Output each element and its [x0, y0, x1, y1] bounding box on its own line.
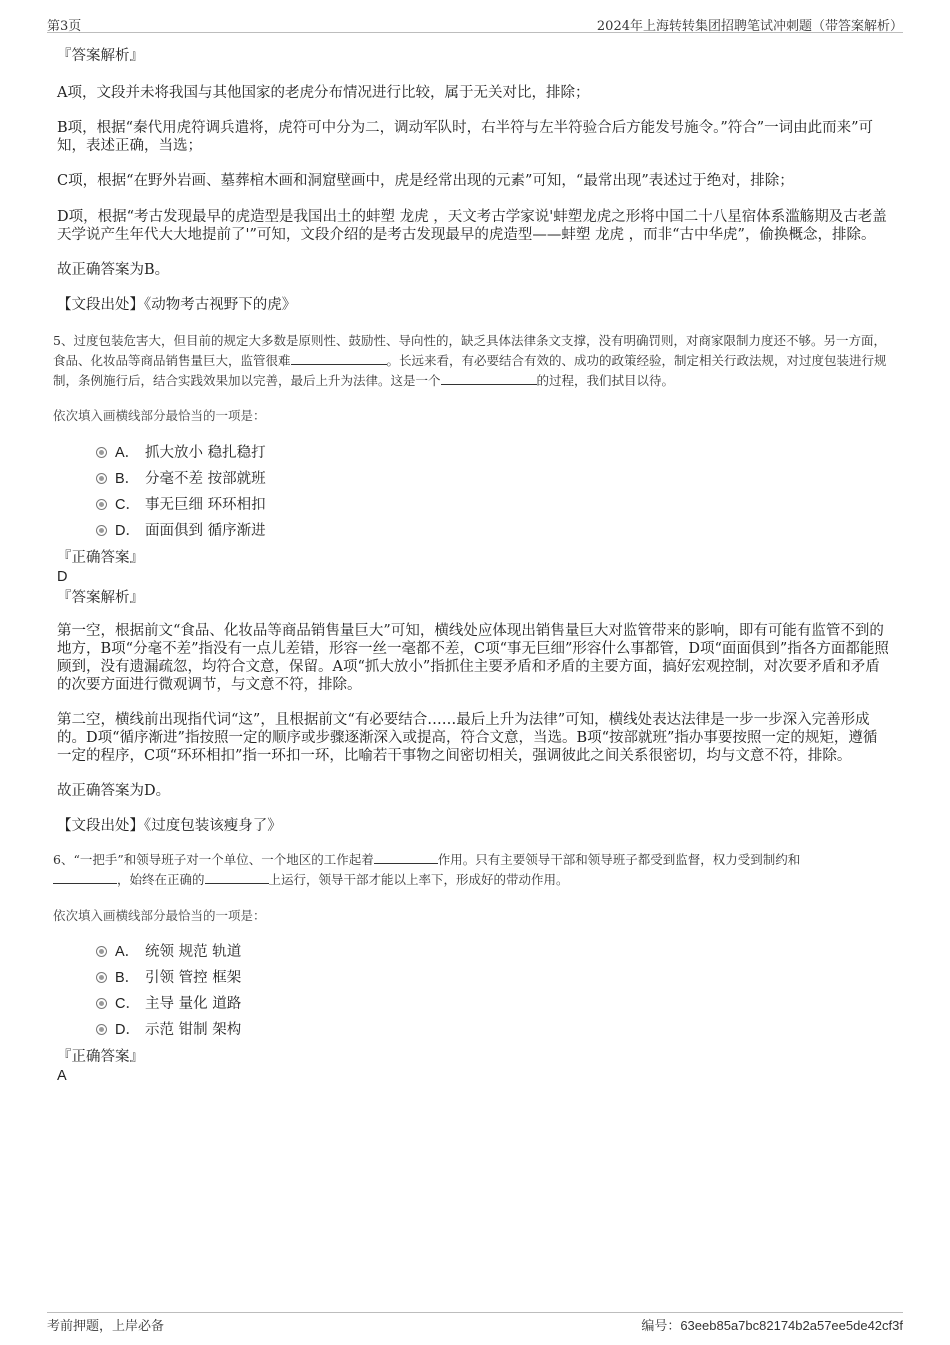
option-letter: B．: [115, 471, 140, 487]
page-footer: [47, 1312, 903, 1334]
page-content: [53, 44, 891, 1085]
document-title: 2024年上海转转集团招聘笔试冲刺题（带答案解析）: [596, 19, 903, 34]
fill-blank: [205, 871, 269, 884]
source-citation: 【文段出处】《过度包装该瘦身了》: [57, 818, 282, 834]
stem-part: 上运行，领导干部才能以上率下，形成好的带动作用。: [268, 872, 569, 887]
stem-part: 6、“一把手”和领导班子对一个单位、一个地区的工作起着: [53, 852, 374, 867]
option-b[interactable]: [96, 466, 891, 492]
analysis-paragraph: A项，文段并未将我国与其他国家的老虎分布情况进行比较，属于无关对比，排除；: [57, 85, 590, 101]
option-letter: D．: [115, 1022, 140, 1038]
stem-part: 的过程，我们拭目以待。: [536, 373, 675, 388]
radio-icon[interactable]: [96, 998, 107, 1009]
stem-part: 5、过度包装危害大，但目前的规定大多数是原则性、鼓励性、导向性的，缺乏具体法律条文支撑，没有明确罚则，对商家限制力度还不够。另一方面，食品、化妆品等商品销售量巨大，监管很难: [53, 333, 886, 368]
option-a[interactable]: [96, 440, 891, 466]
question-5-stem: [53, 331, 891, 391]
radio-icon[interactable]: [96, 946, 107, 957]
page-number: 第3页: [47, 19, 82, 34]
option-text: 抓大放小 稳扎稳打: [145, 445, 266, 461]
options-list: [57, 939, 891, 1043]
question-prompt: 依次填入画横线部分最恰当的一项是：: [53, 908, 266, 923]
radio-icon[interactable]: [96, 1024, 107, 1035]
fill-blank: [374, 851, 438, 864]
correct-answer-label: 『正确答案』: [57, 1049, 144, 1065]
option-a[interactable]: [96, 939, 891, 965]
option-text: 面面俱到 循序渐进: [145, 523, 266, 539]
option-text: 分毫不差 按部就班: [145, 471, 266, 487]
fill-blank: [291, 352, 387, 365]
option-d[interactable]: [96, 1017, 891, 1043]
option-letter: C．: [115, 497, 140, 513]
option-text: 示范 钳制 架构: [145, 1022, 242, 1038]
option-c[interactable]: [96, 991, 891, 1017]
analysis-paragraph: 第一空，根据前文“食品、化妆品等商品销售量巨大”可知，横线处应体现出销售量巨大对监管带来的影响，即有可能有监管不到的地方，B项“分毫不差”指没有一点儿差错，形容一丝一毫都不差，C项“事无巨细”形容什么事都管，D项“面面俱到”指各方面都能照顾到，没有遗漏疏忽，均符合文意，保留。A项“抓大放小”指抓住主要矛盾和矛盾的主要方面，搞好宏观控制，对次要矛盾和矛盾的次要方面进行微观调节，与文意不符，排除。: [57, 623, 889, 693]
radio-icon[interactable]: [96, 447, 107, 458]
correct-answer: D: [57, 569, 68, 585]
analysis-paragraph: B项，根据“秦代用虎符调兵遣将，虎符可中分为二，调动军队时，右半符与左半符验合后方能发号施令。”符合”一词由此而来”可知，表述正确，当选；: [57, 120, 874, 154]
correct-answer: A: [57, 1068, 67, 1084]
analysis-label: 『答案解析』: [57, 48, 144, 64]
stem-part: ，始终在正确的: [117, 872, 205, 887]
option-text: 引领 管控 框架: [145, 970, 242, 986]
options-list: [57, 440, 891, 544]
source-citation: 【文段出处】《动物考古视野下的虎》: [57, 297, 297, 313]
analysis-paragraph: D项，根据“考古发现最早的虎造型是我国出土的蚌塑 龙虎 ，天文考古学家说'蚌塑龙虎之形将中国二十八星宿体系滥觞期及古老盖天学说产生年代大大地提前了'”可知，文段介绍的是考古发现最早的虎造型——蚌塑 龙虎 ，而非“古中华虎”，偷换概念，排除。: [57, 209, 887, 243]
radio-icon[interactable]: [96, 525, 107, 536]
conclusion: 故正确答案为B。: [57, 262, 170, 278]
radio-icon[interactable]: [96, 499, 107, 510]
question-prompt: 依次填入画横线部分最恰当的一项是：: [53, 408, 266, 423]
option-text: 事无巨细 环环相扣: [145, 497, 266, 513]
stem-part: 作用。只有主要领导干部和领导班子都受到监督，权力受到制约和: [437, 852, 801, 867]
correct-answer-label: 『正确答案』: [57, 550, 144, 566]
conclusion: 故正确答案为D。: [57, 783, 171, 799]
question-6-stem: [53, 850, 891, 890]
footer-slogan: 考前押题，上岸必备: [47, 1319, 165, 1334]
analysis-paragraph: 第二空，横线前出现指代词“这”，且根据前文“有必要结合……最后上升为法律”可知，横线处表达法律是一步一步深入完善形成的。D项“循序渐进”指按照一定的顺序或步骤逐渐深入或提高，符合文意，当选。B项“按部就班”指办事要按照一定的规矩，遵循一定的程序，C项“环环相扣”指一环扣一环，比喻若干事物之间密切相关，强调彼此之间关系很密切，均与文意不符，排除。: [57, 712, 878, 764]
option-text: 统领 规范 轨道: [145, 944, 242, 960]
analysis-paragraph: C项，根据“在野外岩画、墓葬棺木画和洞窟壁画中，虎是经常出现的元素”可知，“最常出现”表述过于绝对，排除；: [57, 173, 794, 189]
page-header: [47, 14, 903, 33]
fill-blank: [441, 372, 537, 385]
option-letter: A．: [115, 445, 140, 461]
radio-icon[interactable]: [96, 972, 107, 983]
option-letter: B．: [115, 970, 140, 986]
option-d[interactable]: [96, 518, 891, 544]
fill-blank: [53, 871, 117, 884]
option-b[interactable]: [96, 965, 891, 991]
stem-part: 。长远来看，有必要结合有效的、成功的政策经验，制定相关行政法规，对过度包装进行规制，条例施行后，结合实践效果加以完善，最后上升为法律。这是一个: [53, 353, 887, 388]
option-text: 主导 量化 道路: [145, 996, 242, 1012]
radio-icon[interactable]: [96, 473, 107, 484]
option-letter: C．: [115, 996, 140, 1012]
option-c[interactable]: [96, 492, 891, 518]
option-letter: A．: [115, 944, 140, 960]
option-letter: D．: [115, 523, 140, 539]
document-serial: 编号：63eeb85a7bc82174b2a57ee5de42cf3f: [641, 1318, 903, 1333]
analysis-label: 『答案解析』: [57, 590, 144, 606]
